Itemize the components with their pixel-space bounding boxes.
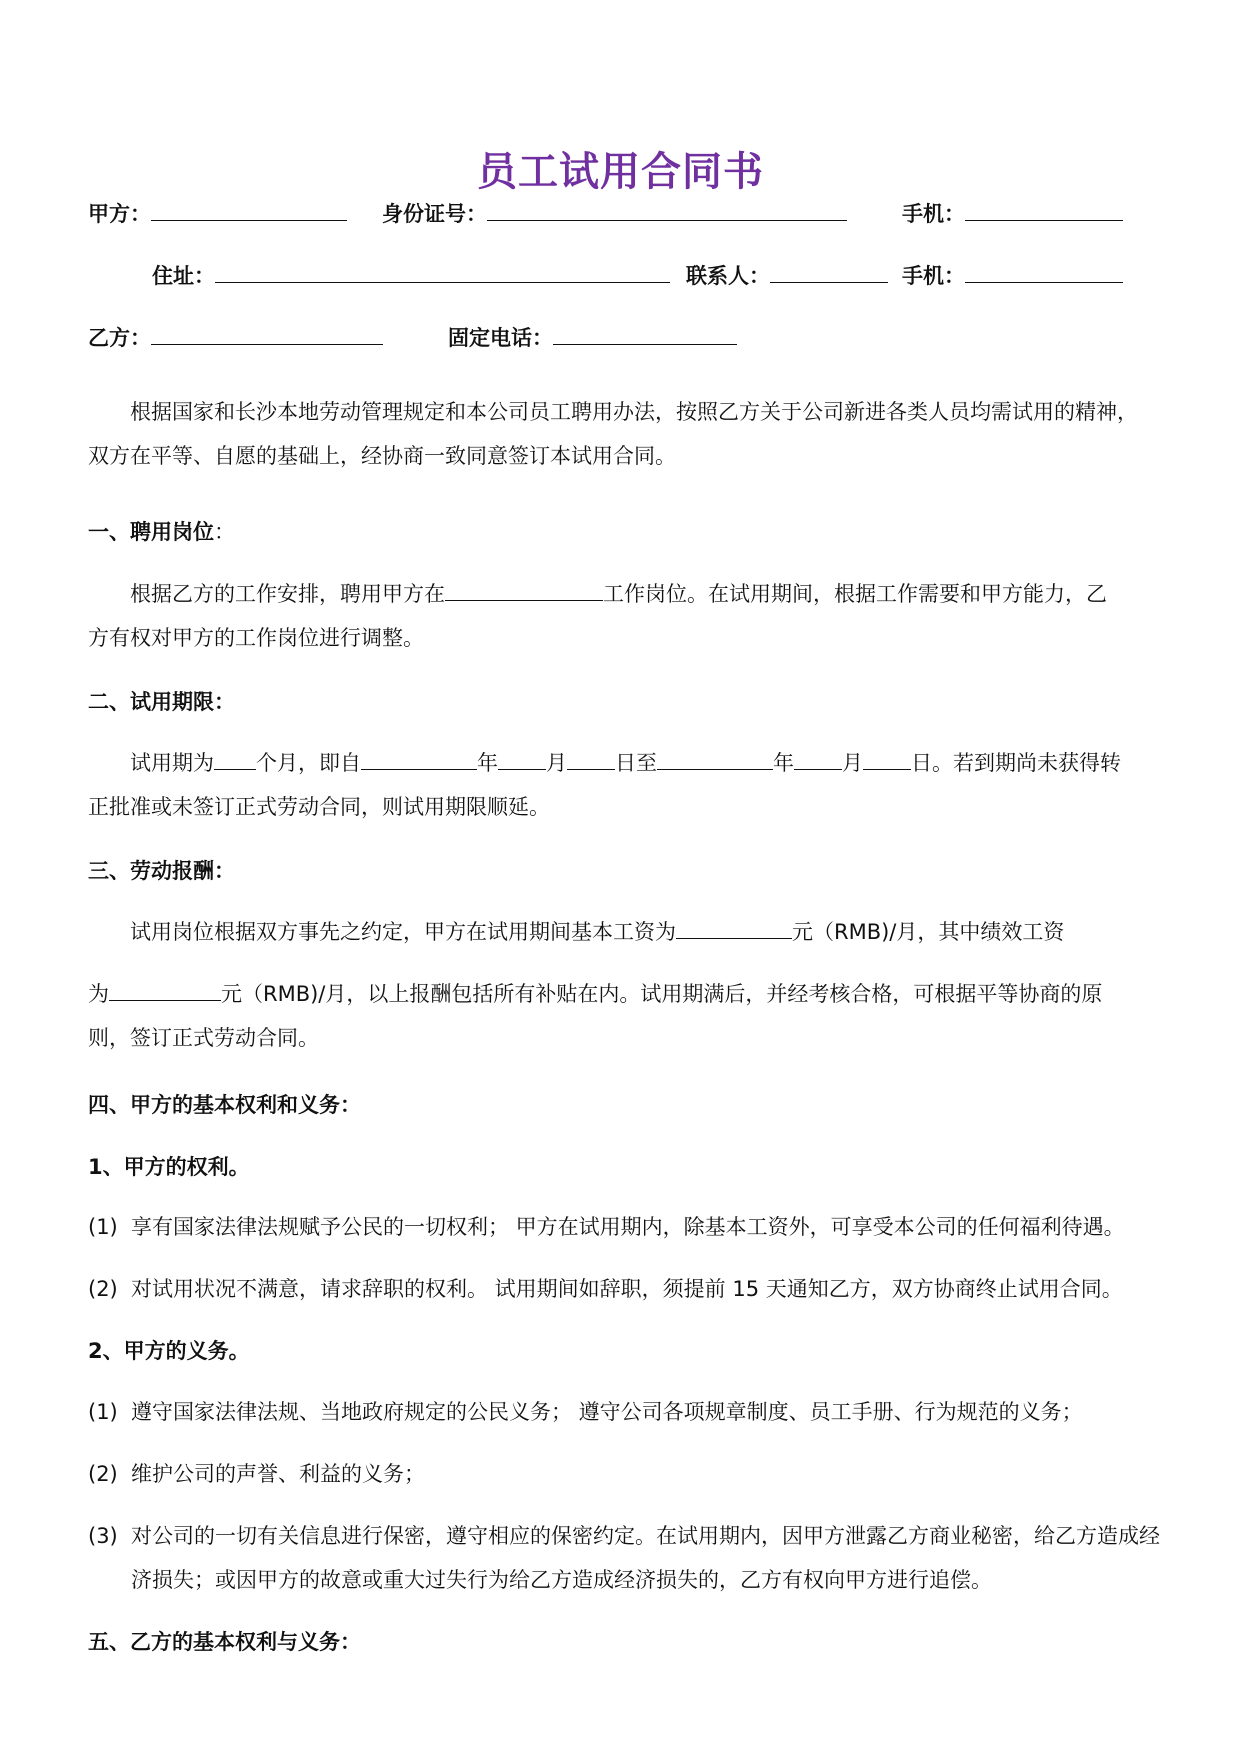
s3-text-a2: 元（RMB)/月，其中绩效工资	[792, 920, 1065, 944]
rights-item-2-text: 对试用状况不满意，请求辞职的权利。 试用期间如辞职，须提前 15 天通知乙方，双方协商终止试用合同。	[131, 1277, 1123, 1301]
section-1-heading-text: 一、聘用岗位	[88, 520, 214, 544]
section-3-heading: 三、劳动报酬：	[88, 859, 235, 883]
section-1-heading-colon: ：	[214, 520, 235, 544]
duties-item-1-num: (1)	[88, 1400, 118, 1424]
section-3-line-2	[88, 972, 1168, 1016]
rights-item-1-num: (1)	[88, 1215, 118, 1239]
duties-item-1	[88, 1390, 1178, 1434]
s2-text-1: 试用期为	[130, 751, 214, 775]
id-number-field[interactable]	[487, 198, 847, 221]
trial-months-field[interactable]	[214, 747, 256, 770]
duties-item-2-text: 维护公司的声誉、利益的义务；	[131, 1462, 425, 1486]
duties-item-3	[88, 1514, 1178, 1602]
end-day-field[interactable]	[863, 747, 911, 770]
address-label: 住址：	[152, 264, 215, 288]
contact-row	[686, 260, 888, 291]
base-salary-field[interactable]	[676, 916, 792, 939]
section-2-line-1	[88, 741, 1168, 785]
position-field[interactable]	[445, 578, 603, 601]
id-number-label: 身份证号：	[382, 202, 487, 226]
section-1-text-a: 根据乙方的工作安排，聘用甲方在	[130, 582, 445, 606]
mobile-row-2	[902, 260, 1123, 291]
section-3-paragraph	[88, 910, 1168, 954]
id-number-row	[382, 198, 847, 229]
section-2-heading: 二、试用期限：	[88, 690, 235, 714]
rights-item-1	[88, 1205, 1178, 1249]
mobile-label-2: 手机：	[902, 264, 965, 288]
s2-text-4: 月	[546, 751, 567, 775]
end-month-field[interactable]	[794, 747, 842, 770]
section-1-paragraph	[88, 572, 1168, 660]
party-a-label: 甲方：	[88, 202, 151, 226]
start-month-field[interactable]	[498, 747, 546, 770]
start-year-field[interactable]	[361, 747, 477, 770]
address-field[interactable]	[215, 260, 670, 283]
intro-line-2: 双方在平等、自愿的基础上，经协商一致同意签订本试用合同。	[88, 444, 676, 468]
intro-paragraph	[88, 390, 1168, 478]
landline-row	[448, 322, 737, 353]
s2-text-8: 日。若到期尚未获得转	[911, 751, 1121, 775]
section-3-line-1	[88, 910, 1168, 954]
section-1-line-2: 方有权对甲方的工作岗位进行调整。	[88, 626, 424, 650]
party-a-rights-heading: 1、甲方的权利。	[88, 1155, 250, 1179]
s2-text-6: 年	[773, 751, 794, 775]
section-1-text-b: 工作岗位。在试用期间，根据工作需要和甲方能力，乙	[603, 582, 1107, 606]
rights-item-2	[88, 1267, 1178, 1311]
s2-text-7: 月	[842, 751, 863, 775]
duties-item-2-num: (2)	[88, 1462, 118, 1486]
party-a-duties-heading: 2、甲方的义务。	[88, 1339, 250, 1363]
s2-text-2: 个月，即自	[256, 751, 361, 775]
s3-text-b2: 元（RMB)/月，以上报酬包括所有补贴在内。试用期满后，并经考核合格，可根据平等协商的原	[221, 982, 1103, 1006]
section-2-paragraph	[88, 741, 1168, 829]
duties-item-1-text: 遵守国家法律法规、当地政府规定的公民义务； 遵守公司各项规章制度、员工手册、行为规范的义务；	[131, 1400, 1083, 1424]
address-row	[152, 260, 670, 291]
rights-item-1-text: 享有国家法律法规赋予公民的一切权利； 甲方在试用期内，除基本工资外，可享受本公司的任何福利待遇。	[131, 1215, 1125, 1239]
duties-item-2	[88, 1452, 1178, 1496]
page-title: 员工试用合同书	[477, 149, 764, 195]
contact-field[interactable]	[770, 260, 888, 283]
mobile-field-1[interactable]	[965, 198, 1123, 221]
end-year-field[interactable]	[657, 747, 773, 770]
party-b-field[interactable]	[151, 322, 383, 345]
section-1-heading	[88, 516, 235, 546]
section-3-paragraph-cont	[88, 972, 1168, 1060]
s3-text-b1: 为	[88, 982, 109, 1006]
landline-label: 固定电话：	[448, 326, 553, 350]
section-2-line-2: 正批准或未签订正式劳动合同，则试用期限顺延。	[88, 795, 550, 819]
party-a-row	[88, 198, 347, 229]
mobile-row-1	[902, 198, 1123, 229]
section-1-line-1	[88, 572, 1168, 616]
contact-label: 联系人：	[686, 264, 770, 288]
section-3-line-3: 则，签订正式劳动合同。	[88, 1026, 319, 1050]
party-b-label: 乙方：	[88, 326, 151, 350]
start-day-field[interactable]	[567, 747, 615, 770]
party-a-field[interactable]	[151, 198, 347, 221]
s3-text-a1: 试用岗位根据双方事先之约定，甲方在试用期间基本工资为	[130, 920, 676, 944]
party-b-row	[88, 322, 383, 353]
landline-field[interactable]	[553, 322, 737, 345]
s2-text-5: 日至	[615, 751, 657, 775]
section-5-heading: 五、乙方的基本权利与义务：	[88, 1630, 361, 1654]
s2-text-3: 年	[477, 751, 498, 775]
mobile-label-1: 手机：	[902, 202, 965, 226]
duties-item-3-text: 对公司的一切有关信息进行保密，遵守相应的保密约定。在试用期内，因甲方泄露乙方商业秘密，给乙方造成经济损失；或因甲方的故意或重大过失行为给乙方造成经济损失的，乙方有权向甲方进行追偿。	[131, 1524, 1160, 1592]
performance-pay-field[interactable]	[109, 978, 221, 1001]
mobile-field-2[interactable]	[965, 260, 1123, 283]
intro-line-1: 根据国家和长沙本地劳动管理规定和本公司员工聘用办法，按照乙方关于公司新进各类人员均需试用的精神，	[130, 400, 1138, 424]
rights-item-2-num: (2)	[88, 1277, 118, 1301]
section-4-heading: 四、甲方的基本权利和义务：	[88, 1093, 361, 1117]
duties-item-3-num: (3)	[88, 1524, 118, 1548]
